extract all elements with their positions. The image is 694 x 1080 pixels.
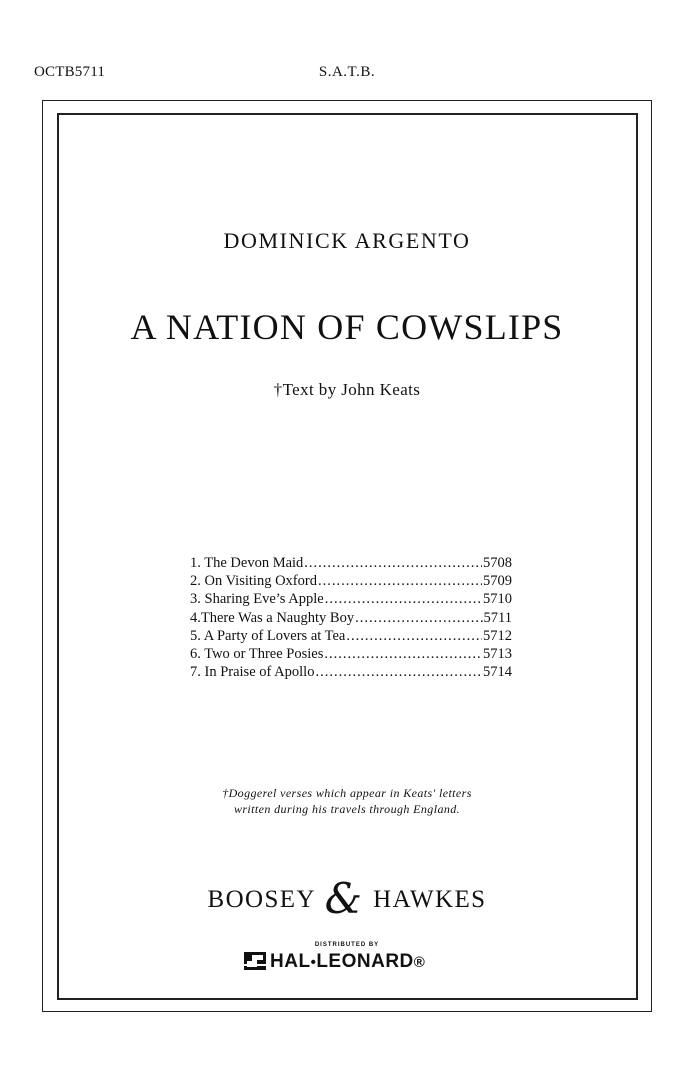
dot-leader xyxy=(304,554,482,572)
contents-list xyxy=(190,554,512,681)
contents-item-title: 4.There Was a Naughty Boy xyxy=(190,609,355,626)
dot-leader xyxy=(355,609,482,627)
hal-leonard-logo-icon xyxy=(244,952,266,970)
publisher-name-right: HAWKES xyxy=(373,886,487,913)
contents-item-title: 6. Two or Three Posies xyxy=(190,646,324,663)
distributor-name-hal: HAL xyxy=(270,951,311,972)
contents-item-number: 5709 xyxy=(483,573,512,590)
footnote-line: written during his travels through England. xyxy=(233,802,461,816)
contents-item-title: 5. A Party of Lovers at Tea xyxy=(190,627,346,644)
contents-item xyxy=(190,627,512,645)
distributed-by-caption: DISTRIBUTED BY xyxy=(314,942,380,948)
contents-item xyxy=(190,609,512,627)
contents-item-number: 5712 xyxy=(483,627,512,644)
ampersand-mark: & xyxy=(324,874,364,923)
distributor-name xyxy=(270,951,425,973)
contents-item xyxy=(190,590,512,608)
text-credit: †Text by John Keats xyxy=(273,380,421,399)
footnote xyxy=(0,785,694,817)
publisher-name-left: BOOSEY xyxy=(207,886,316,913)
contents-item-number: 5714 xyxy=(483,664,512,681)
work-title: A NATION OF COWSLIPS xyxy=(130,307,564,347)
composer-name: DOMINICK ARGENTO xyxy=(223,228,471,253)
dot-leader xyxy=(324,645,482,663)
contents-item xyxy=(190,663,512,681)
contents-item xyxy=(190,645,512,663)
contents-item-title: 2. On Visiting Oxford xyxy=(190,573,317,590)
contents-item-number: 5711 xyxy=(483,609,512,626)
contents-item xyxy=(190,554,512,572)
contents-item-number: 5713 xyxy=(483,646,512,663)
contents-item-title: 3. Sharing Eve’s Apple xyxy=(190,591,324,608)
contents-item xyxy=(190,572,512,590)
publisher-logo xyxy=(0,868,694,923)
contents-item-number: 5708 xyxy=(483,555,512,571)
distributor-name-leonard: LEONARD xyxy=(316,951,414,972)
dot-leader xyxy=(346,627,482,645)
dot-leader xyxy=(325,590,482,608)
dot-leader xyxy=(315,663,482,681)
voicing-label: S.A.T.B. xyxy=(318,64,376,80)
registered-mark: ® xyxy=(413,954,426,971)
bullet-separator: • xyxy=(310,954,317,971)
contents-item-number: 5710 xyxy=(483,591,512,608)
contents-item-title: 1. The Devon Maid xyxy=(190,555,304,571)
contents-item-title: 7. In Praise of Apollo xyxy=(190,664,315,681)
dot-leader xyxy=(318,572,482,590)
catalog-code: OCTB5711 xyxy=(34,64,106,80)
footnote-line: †Doggerel verses which appear in Keats' letters xyxy=(222,786,472,800)
